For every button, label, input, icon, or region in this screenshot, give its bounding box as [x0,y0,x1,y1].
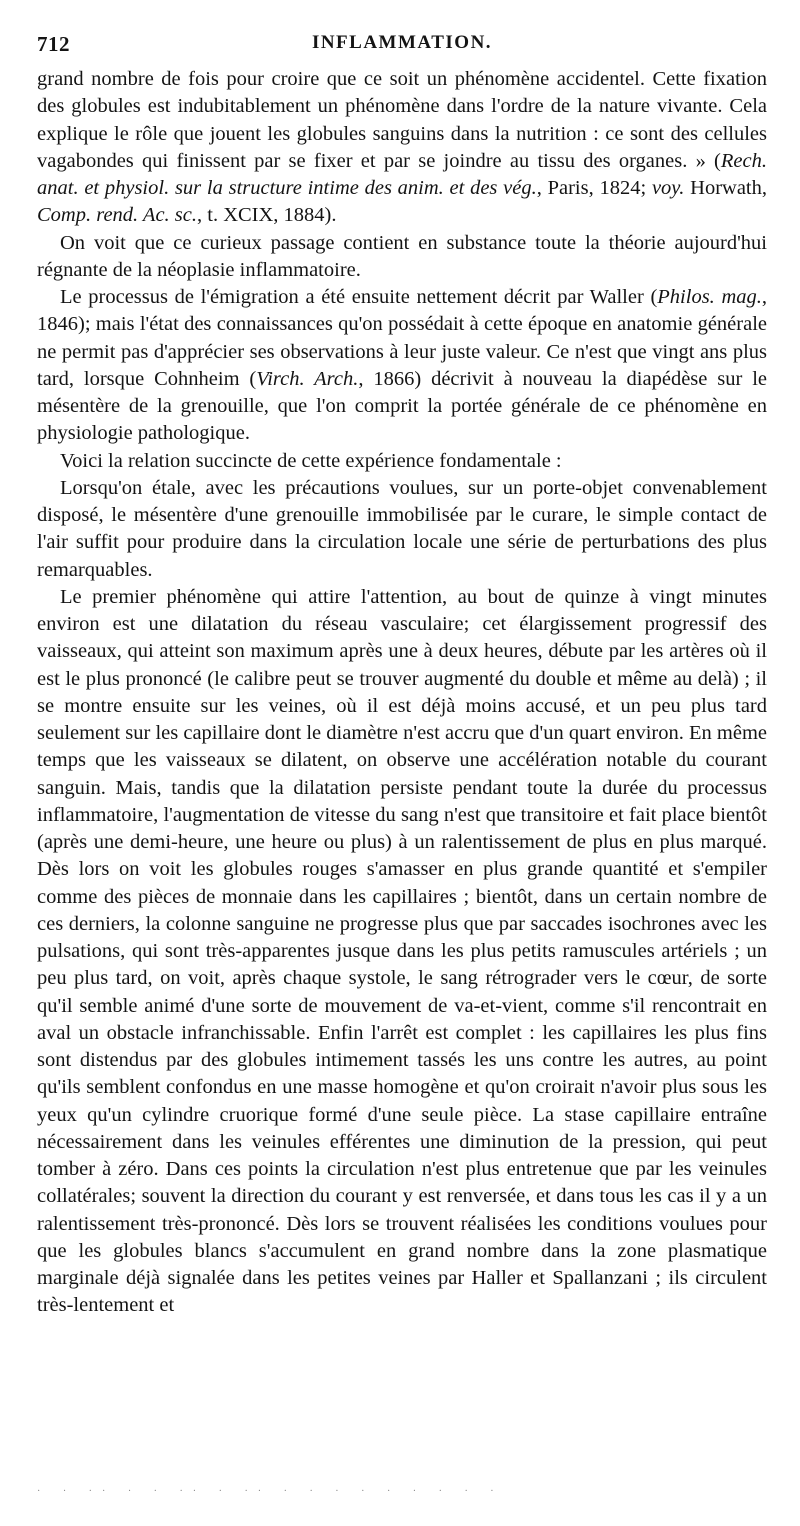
italic-citation: Virch. Arch. [256,367,359,390]
print-noise-artifact: · · ·· · · ·· · ·· · · · · · · · · · [37,1486,504,1496]
text-run: , 1846); mais l'état des connaissances qu'on possédait à cette époque en anatomie générale ne permit pas d'apprécier ses observations à leur juste valeur. Ce n'est que vingt ans plus tard, lorsque Cohnheim ( [37,286,767,390]
page-body [37,66,767,1320]
text-run: Le processus de l'émigration a été ensuite nettement décrit par Waller ( [60,286,658,308]
text-run: , t. XCIX, 1884). [197,204,337,227]
text-run: Voici la relation succincte de cette expérience fondamentale : [60,449,562,472]
text-run: Le premier phénomène qui attire l'attention, au bout de quinze à vingt minutes environ est une dilatation du réseau vasculaire; cet élargissement progressif des vaisseaux, qui atteint son maximum après une à deux heures, débute par les artères où il est le plus prononcé (le calibre peut se trouver augmenté du double et même au delà) ; il se montre ensuite sur les veines, où il est déjà moins accusé, et un peu plus tard seulement sur les capillaire dont le diamètre n'est accru que d'un quart environ. En même temps que les vaisseaux se dilatent, on observe une accélération notable du courant sanguin. Mais, tandis que la dilatation persiste pendant toute la durée du processus inflammatoire, l'augmentation de vitesse du sang n'est que transitoire et fait place bientôt (après une demi-heure, une heure ou plus) à un ralentissement de plus en plus marqué. Dès lors on voit les globules rouges s'amasser en plus grande quantité et s'empiler comme des pièces de monnaie dans les capillaires ; bientôt, dans un certain nombre de ces derniers, la colonne sanguine ne progresse plus que par saccades isochrones avec les pulsations, qui sont très-apparentes jusque dans les plus petits ramuscules artériels ; un peu plus tard, on voit, après chaque systole, le sang rétrograder vers le cœur, de sorte qu'il semble animé d'une sorte de mouvement de va-et-vient, comme s'il rencontrait en aval un obstacle infranchissable. Enfin l'arrêt est complet : les capillaires les plus fins sont distendus par des globules intimement tassés les uns contre les autres, au point qu'ils semblent confondus en une masse homogène et qu'on croirait n'avoir plus sous les yeux qu'un cylindre cruorique formé d'une seule pièce. La stase capillaire entraîne nécessairement dans les veinules efférentes une diminution de la pression, qui peut tomber à zéro. Dans ces points la circulation n'est plus entretenue que par les veinules collatérales; souvent la direction du courant y est renversée, et dans tous les cas il y a un ralentissement très-prononcé. Dès lors se trouvent réalisées les conditions voulues pour que les globules blancs s'accumulent en grand nombre dans la zone plasmatique marginale déjà signalée dans les petites veines par Haller et Spallanzani ; ils circulent très-lentement et [37,585,767,1317]
paragraph [37,475,767,584]
text-run: Lorsqu'on étale, avec les précautions voulues, sur un porte-objet convenablement disposé, le mésentère d'une grenouille immobilisée par le curare, le simple contact de l'air suffit pour produire dans la circulation locale une série de perturbations des plus remarquables. [37,476,767,581]
page-number: 712 [37,32,70,56]
text-run: grand nombre de fois pour croire que ce soit un phénomène accidentel. Cette fixation des globules est indubitablement un phénomène dans l'ordre de la nature vivante. Cela explique le rôle que jouent les globules sanguins dans la nutrition : ce sont des cellules vagabondes qui finissent par se fixer et par se joindre au tissu des organes. » ( [37,68,767,172]
paragraph [37,230,767,285]
running-title: INFLAMMATION. [311,32,493,53]
paragraph [37,284,767,448]
paragraph [37,448,767,475]
paragraph [37,66,767,230]
text-run: On voit que ce curieux passage contient en substance toute la théorie aujourd'hui régnante de la néoplasie inflammatoire. [37,231,767,281]
text-run: , 1866) décrivit à nouveau la diapédèse sur le mésentère de la grenouille, que l'on comprit la portée générale de ce phénomène en physiologie pathologique. [37,367,767,445]
text-run: Horwath, [684,177,767,199]
italic-citation: Comp. rend. Ac. sc. [37,204,197,227]
paragraph [37,584,767,1320]
italic-citation: voy. [651,177,685,199]
text-run: , Paris, 1824; [536,177,652,199]
italic-citation: Philos. mag. [657,286,762,308]
italic-citation: Rech. anat. et physiol. sur la structure intime des anim. et des vég. [37,149,767,199]
page-header [37,32,767,58]
